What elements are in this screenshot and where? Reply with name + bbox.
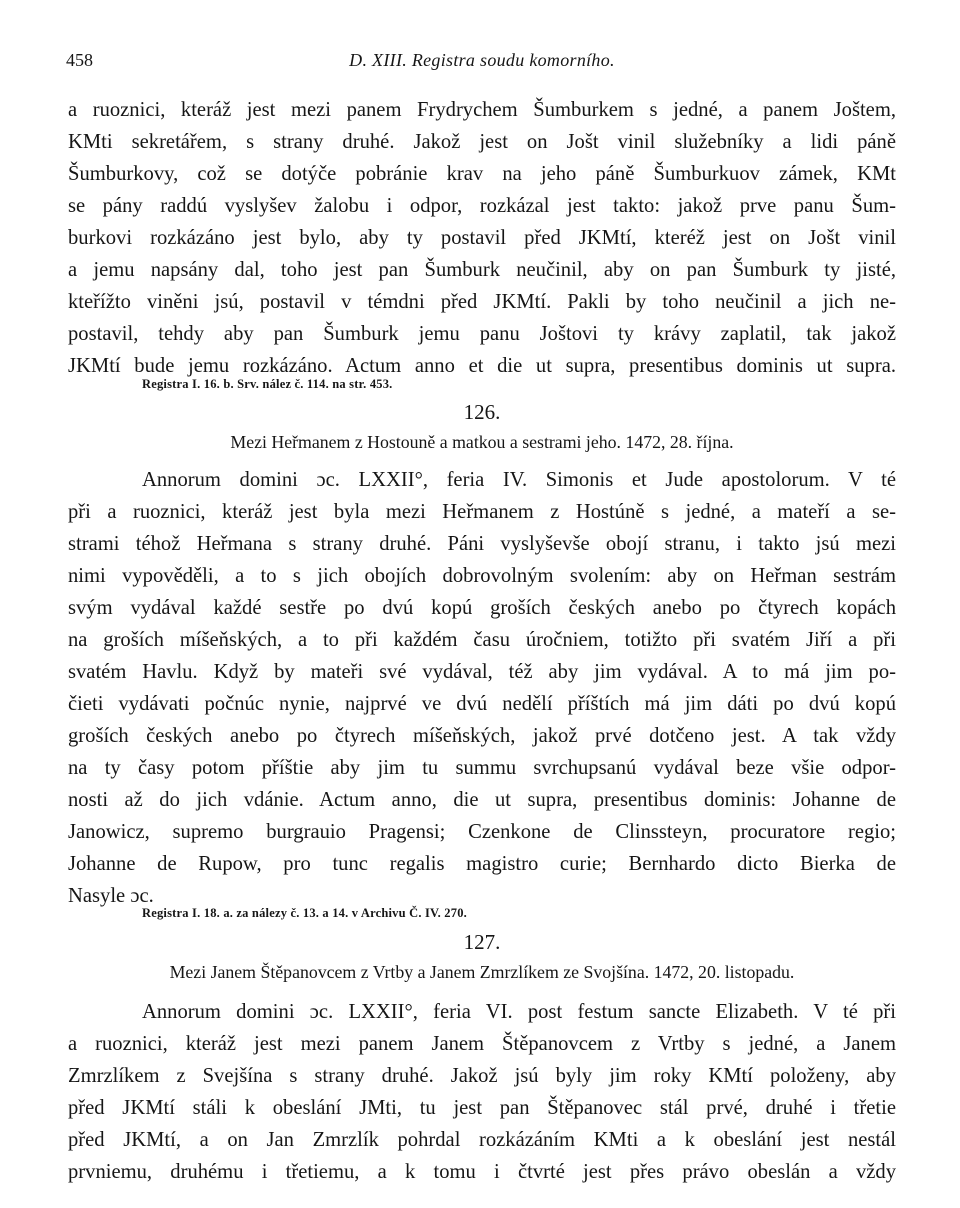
entry-number: 127. — [463, 930, 501, 954]
text-line: Zmrzlíkem z Svejšína s strany druhé. Jakož jsú byly jim roky KMtí položeny, aby — [68, 1065, 896, 1087]
text-line: nosti až do jich vdánie. Actum anno, die ut supra, presentibus dominis: Johanne de — [68, 789, 896, 811]
text-line: burkovi rozkázáno jest bylo, aby ty postavil před JKMtí, kteréž jest on Jošt vinil — [68, 227, 896, 249]
text-line: Janowicz, supremo burgrauio Pragensi; Czenkone de Clinssteyn, procuratore regio; — [68, 821, 896, 843]
entry-number: 126. — [463, 400, 501, 424]
text-line: čieti vydávati počnúc nynie, najprvé ve dvú nedělí příštích má jim dáti po dvú kopú — [68, 693, 896, 715]
text-line: JKMtí bude jemu rozkázáno. Actum anno et die ut supra, presentibus dominis ut supra. — [68, 355, 896, 377]
text-line: KMti sekretářem, s strany druhé. Jakož jest on Jošt vinil služebníky a lidi páně — [68, 131, 896, 153]
entry-heading: Mezi Janem Štěpanovcem z Vrtby a Janem Zmrzlíkem ze Svojšína. 1472, 20. listopadu. — [169, 962, 795, 982]
source-reference: Registra I. 18. a. za nálezy č. 13. a 14. v Archivu Č. IV. 270. — [142, 906, 467, 920]
text-line: a ruoznici, kteráž jest mezi panem Frydrychem Šumburkem s jedné, a panem Joštem, — [68, 99, 896, 121]
text-line: Šumburkovy, což se dotýče pobránie krav na jeho páně Šumburkuov zámek, KMt — [68, 163, 896, 185]
text-line: při a ruoznici, kteráž jest byla mezi Heřmanem z Hostúně s jedné, a mateří a se- — [68, 501, 896, 523]
text-line: Johanne de Rupow, pro tunc regalis magistro curie; Bernhardo dicto Bierka de — [68, 853, 896, 875]
text-line: a jemu napsány dal, toho jest pan Šumburk neučinil, aby on pan Šumburk ty jisté, — [68, 259, 896, 281]
source-reference: Registra I. 16. b. Srv. nález č. 114. na str. 453. — [142, 377, 393, 391]
text-line: se pány raddú vyslyšev žalobu i odpor, rozkázal jest takto: jakož prve panu Šum- — [68, 195, 896, 217]
text-line: Nasyle ɔc. — [68, 885, 154, 907]
text-line: groších českých anebo po čtyrech míšeňských, jakož prvé dotčeno jest. A tak vždy — [68, 725, 896, 747]
text-line: před JKMtí, a on Jan Zmrzlík pohrdal rozkázáním KMti a k obeslání jest nestál — [68, 1129, 896, 1151]
text-line: a ruoznici, kteráž jest mezi panem Janem Štěpanovcem z Vrtby s jedné, a Janem — [68, 1033, 896, 1055]
text-line: prvniemu, druhému i třetiemu, a k tomu i čtvrté jest přes právo obeslán a vždy — [68, 1161, 896, 1183]
text-line: Annorum domini ɔc. LXXII°, feria IV. Simonis et Jude apostolorum. V té — [142, 469, 896, 491]
text-line: kteřížto viněni jsú, postavil v témdni před JKMtí. Pakli by toho neučinil a jich ne- — [68, 291, 896, 313]
text-line: svým vydával každé sestře po dvú kopú groších českých anebo po čtyrech kopách — [68, 597, 896, 619]
running-head — [68, 50, 896, 78]
text-line: nimi vypověděli, a to s jich obojích dobrovolným svolením: aby on Heřman sestrám — [68, 565, 896, 587]
text-line: strami téhož Heřmana s strany druhé. Páni vyslyševše obojí stranu, i takto jsú mezi — [68, 533, 896, 555]
text-line: svatém Havlu. Když by mateři své vydával, též aby jim vydával. A to má jim po- — [68, 661, 896, 683]
text-line: Annorum domini ɔc. LXXII°, feria VI. post festum sancte Elizabeth. V té při — [142, 1001, 896, 1023]
entry-heading: Mezi Heřmanem z Hostouně a matkou a sestrami jeho. 1472, 28. října. — [230, 432, 734, 452]
text-line: na ty časy potom příštie aby jim tu summu svrchupsanú vydával beze všie odpor- — [68, 757, 896, 779]
text-line: na groších míšeňských, a to při každém času úročniem, totižto při svatém Jiří a při — [68, 629, 896, 651]
text-line: postavil, tehdy aby pan Šumburk jemu panu Joštovi ty krávy zaplatil, tak jakož — [68, 323, 896, 345]
page-number: 458 — [66, 50, 93, 70]
running-title: D. XIII. Registra soudu komorního. — [349, 50, 615, 70]
text-line: před JKMtí stáli k obeslání JMti, tu jest pan Štěpanovec stál prvé, druhé i třetie — [68, 1097, 896, 1119]
